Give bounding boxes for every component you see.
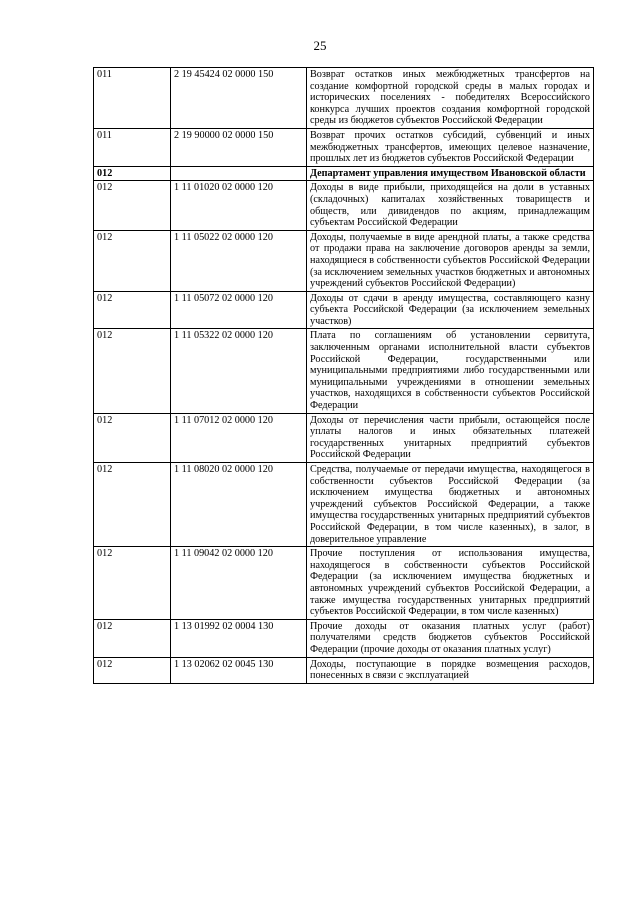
table-row (94, 181, 594, 230)
description-cell: Возврат прочих остатков субсидий, субвенций и иных межбюджетных трансфертов, имеющих целевое назначение, прошлых лет из бюджетов субъектов Российской Федерации (307, 128, 594, 166)
admin-code-cell: 012 (94, 463, 171, 547)
admin-code-cell: 012 (94, 413, 171, 462)
table-row (94, 413, 594, 462)
admin-code-cell: 012 (94, 329, 171, 413)
description-cell: Возврат остатков иных межбюджетных трансфертов на создание комфортной городской среды в малых городах и исторических поселениях - победителях Всероссийского конкурса лучших проектов создания комфортной городской среды из бюджетов субъектов Российской Федерации (307, 68, 594, 129)
table-row (94, 291, 594, 329)
budget-code-cell: 2 19 45424 02 0000 150 (171, 68, 307, 129)
budget-code-cell: 1 11 07012 02 0000 120 (171, 413, 307, 462)
description-cell: Плата по соглашениям об установлении сервитута, заключенным органами исполнительной власти субъектов Российской Федерации, государственными или муниципальными предприятиями либо государственными или муниципальными учреждениями в отношении земельных участков, находящихся в собственности субъектов Российской Федерации (307, 329, 594, 413)
budget-code-cell: 1 11 01020 02 0000 120 (171, 181, 307, 230)
table-row (94, 329, 594, 413)
section-header-row (94, 166, 594, 181)
budget-code-cell: 1 11 09042 02 0000 120 (171, 547, 307, 620)
admin-code-cell: 012 (94, 547, 171, 620)
description-cell: Прочие доходы от оказания платных услуг (работ) получателями средств бюджетов субъектов Российской Федерации (прочие доходы от оказания платных услуг) (307, 619, 594, 657)
table-row (94, 619, 594, 657)
description-cell: Доходы в виде прибыли, приходящейся на доли в уставных (складочных) капиталах хозяйственных товариществ и обществ, или дивидендов по акциям, принадлежащим субъектам Российской Федерации (307, 181, 594, 230)
admin-code-cell: 012 (94, 619, 171, 657)
budget-code-cell: 1 11 05322 02 0000 120 (171, 329, 307, 413)
description-cell: Доходы от перечисления части прибыли, остающейся после уплаты налогов и иных обязательных платежей государственных унитарных предприятий субъектов Российской Федерации (307, 413, 594, 462)
description-cell: Средства, получаемые от передачи имущества, находящегося в собственности субъектов Российской Федерации (за исключением имущества бюджетных и автономных учреждений субъектов Российской Федерации, а также имущества государственных унитарных предприятий субъектов Российской Федерации, в том числе казенных), в залог, в доверительное управление (307, 463, 594, 547)
budget-code-cell: 1 11 05022 02 0000 120 (171, 230, 307, 291)
table-row (94, 230, 594, 291)
table-row (94, 128, 594, 166)
budget-code-cell: 1 11 08020 02 0000 120 (171, 463, 307, 547)
table-row (94, 68, 594, 129)
description-cell: Прочие поступления от использования имущества, находящегося в собственности субъектов Российской Федерации (за исключением имущества бюджетных и автономных учреждений субъектов Российской Федерации, а также имущества государственных унитарных предприятий субъектов Российской Федерации, в том числе казенных) (307, 547, 594, 620)
page-number: 25 (313, 38, 327, 53)
admin-code-cell: 012 (94, 291, 171, 329)
budget-code-cell: 2 19 90000 02 0000 150 (171, 128, 307, 166)
budget-code-cell: 1 11 05072 02 0000 120 (171, 291, 307, 329)
budget-code-table (93, 67, 594, 684)
budget-code-cell: 1 13 02062 02 0045 130 (171, 657, 307, 683)
admin-code-cell: 011 (94, 68, 171, 129)
section-title-cell: Департамент управления имуществом Ивановской области (307, 166, 594, 181)
admin-code-cell: 012 (94, 166, 171, 181)
admin-code-cell: 012 (94, 657, 171, 683)
description-cell: Доходы, получаемые в виде арендной платы, а также средства от продажи права на заключение договоров аренды за земли, находящиеся в собственности субъектов Российской Федерации (за исключением земельных участков бюджетных и автономных учреждений субъектов Российской Федерации) (307, 230, 594, 291)
table-row (94, 463, 594, 547)
table-row (94, 657, 594, 683)
description-cell: Доходы от сдачи в аренду имущества, составляющего казну субъекта Российской Федерации (за исключением земельных участков) (307, 291, 594, 329)
admin-code-cell: 011 (94, 128, 171, 166)
admin-code-cell: 012 (94, 230, 171, 291)
description-cell: Доходы, поступающие в порядке возмещения расходов, понесенных в связи с эксплуатацией (307, 657, 594, 683)
budget-code-cell: 1 13 01992 02 0004 130 (171, 619, 307, 657)
budget-code-cell (171, 166, 307, 181)
admin-code-cell: 012 (94, 181, 171, 230)
table-row (94, 547, 594, 620)
